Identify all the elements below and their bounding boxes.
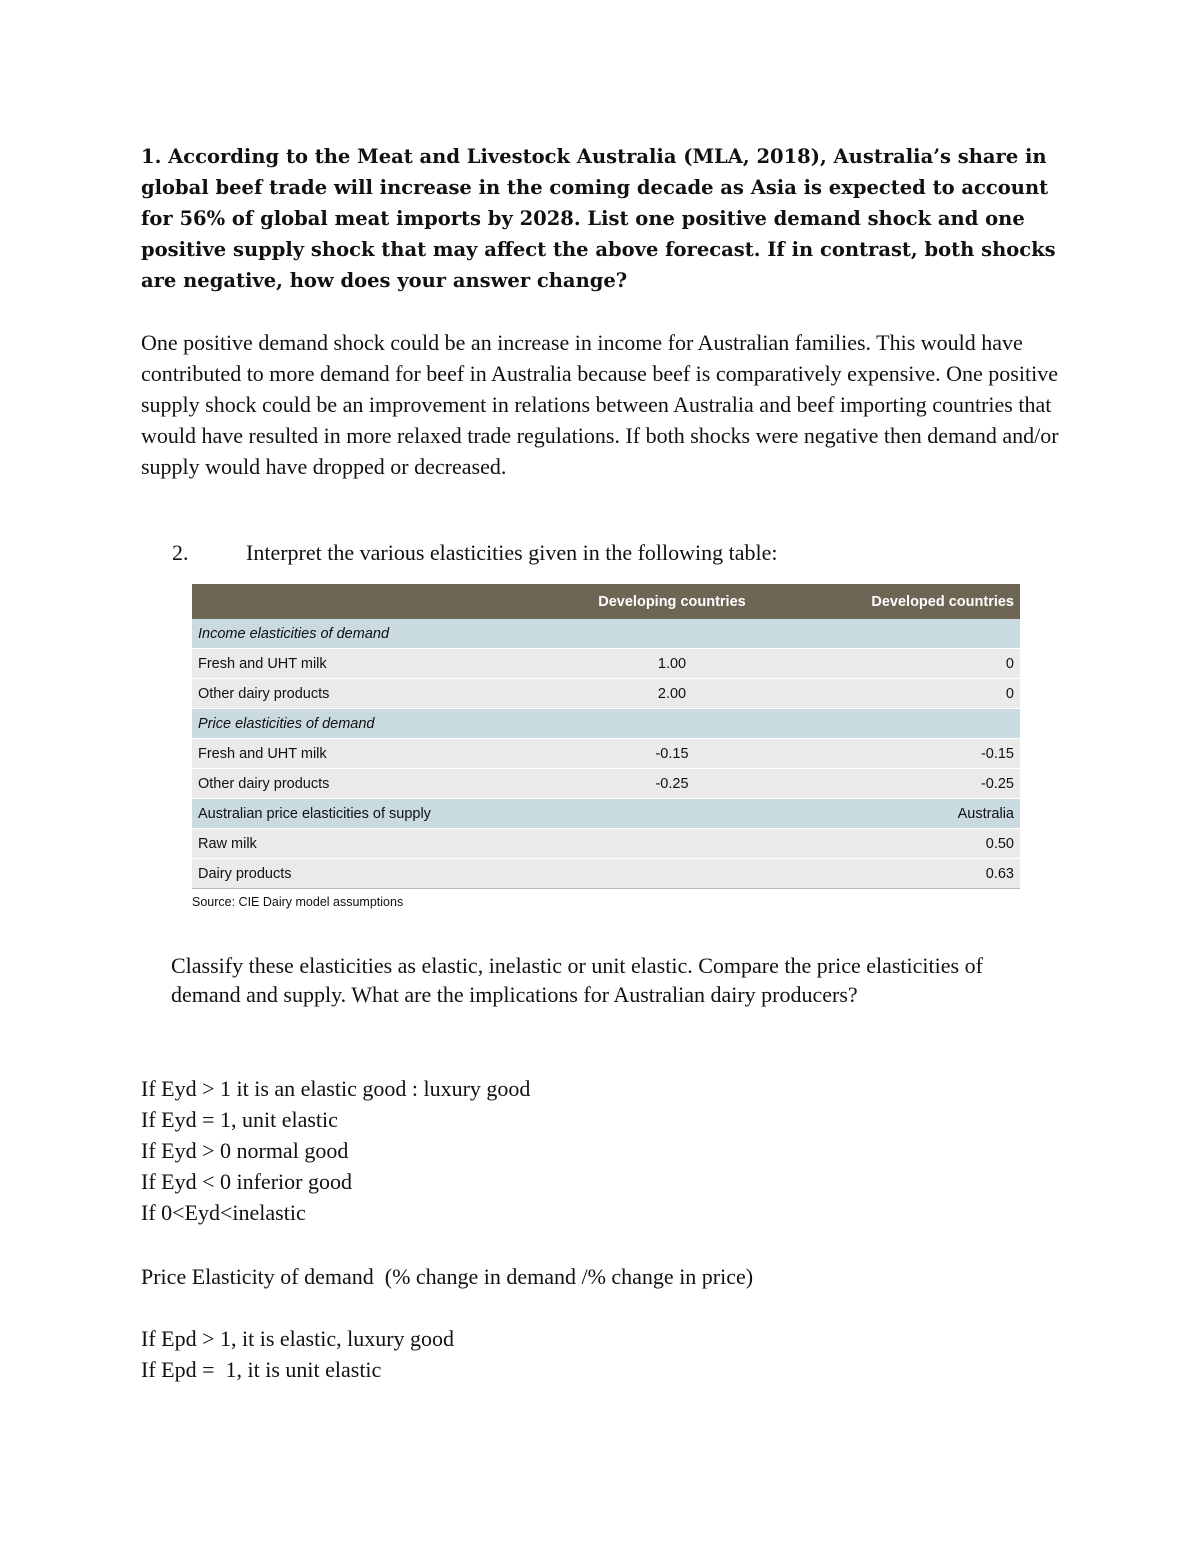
question-2-follow-up: Classify these elasticities as elastic, inelastic or unit elastic. Compare the price elasticities of demand and supply. What are the implications for Australian dairy producers? — [171, 953, 983, 1007]
income-rule: If Eyd < 0 inferior good — [141, 1169, 352, 1194]
developing-value — [536, 859, 808, 889]
income-rule: If Eyd = 1, unit elastic — [141, 1107, 338, 1132]
section-extra — [808, 709, 1020, 739]
row-label: Dairy products — [192, 859, 536, 889]
question-2-number: 2. — [172, 540, 189, 565]
table-row — [192, 859, 1020, 889]
header-developing: Developing countries — [536, 584, 808, 619]
price-rule: If Epd > 1, it is elastic, luxury good — [141, 1326, 455, 1351]
question-2-heading — [172, 538, 778, 568]
income-rule: If 0<Eyd<inelastic — [141, 1200, 306, 1225]
row-label: Other dairy products — [192, 769, 536, 799]
row-label: Fresh and UHT milk — [192, 739, 536, 769]
elasticities-table — [192, 584, 1020, 889]
table-row — [192, 679, 1020, 709]
developed-value: 0.63 — [808, 859, 1020, 889]
section-extra: Australia — [808, 799, 1020, 829]
table-row — [192, 769, 1020, 799]
table-row — [192, 739, 1020, 769]
header-developed: Developed countries — [808, 584, 1020, 619]
question-1-text: 1. According to the Meat and Livestock Australia (MLA, 2018), Australia’s share in global beef trade will increase in the coming decade as Asia is expected to account for 56% of global meat imports by 2028. List one positive demand shock and one positive supply shock that may affect the above forecast. If in contrast, both shocks are negative, how does your answer change? — [141, 145, 1056, 292]
developed-value: 0 — [808, 649, 1020, 679]
income-rule: If Eyd > 1 it is an elastic good : luxury good — [141, 1076, 531, 1101]
developing-value: -0.15 — [536, 739, 808, 769]
section-title: Income elasticities of demand — [192, 619, 536, 649]
income-rule: If Eyd > 0 normal good — [141, 1138, 349, 1163]
section-supply-elasticities — [192, 799, 1020, 829]
developed-value: -0.25 — [808, 769, 1020, 799]
row-label: Raw milk — [192, 829, 536, 859]
developed-value: -0.15 — [808, 739, 1020, 769]
price-definition-text: Price Elasticity of demand (% change in demand /% change in price) — [141, 1264, 754, 1289]
price-rule: If Epd = 1, it is unit elastic — [141, 1357, 382, 1382]
row-label: Fresh and UHT milk — [192, 649, 536, 679]
developed-value: 0 — [808, 679, 1020, 709]
section-income-elasticities — [192, 619, 1020, 649]
section-title: Australian price elasticities of supply — [192, 799, 536, 829]
section-price-elasticities — [192, 709, 1020, 739]
question-2-text: Interpret the various elasticities given in the following table: — [246, 540, 778, 565]
developing-value — [536, 829, 808, 859]
row-label: Other dairy products — [192, 679, 536, 709]
developing-value: -0.25 — [536, 769, 808, 799]
developed-value: 0.50 — [808, 829, 1020, 859]
table-header-row — [192, 584, 1020, 619]
table-row — [192, 829, 1020, 859]
header-blank — [192, 584, 536, 619]
price-elasticity-rules — [141, 1323, 454, 1385]
section-extra — [808, 619, 1020, 649]
developing-value: 1.00 — [536, 649, 808, 679]
section-title: Price elasticities of demand — [192, 709, 536, 739]
question-1-answer: One positive demand shock could be an increase in income for Australian families. This would have contributed to more demand for beef in Australia because beef is comparatively expensive. One positive supply shock could be an improvement in relations between Australia and beef importing countries that would have resulted in more relaxed trade regulations. If both shocks were negative then demand and/or supply would have dropped or decreased. — [141, 330, 1059, 479]
table-source: Source: CIE Dairy model assumptions — [192, 895, 404, 909]
price-elasticity-definition — [141, 1261, 753, 1292]
table-row — [192, 649, 1020, 679]
developing-value: 2.00 — [536, 679, 808, 709]
income-elasticity-rules — [141, 1073, 530, 1228]
